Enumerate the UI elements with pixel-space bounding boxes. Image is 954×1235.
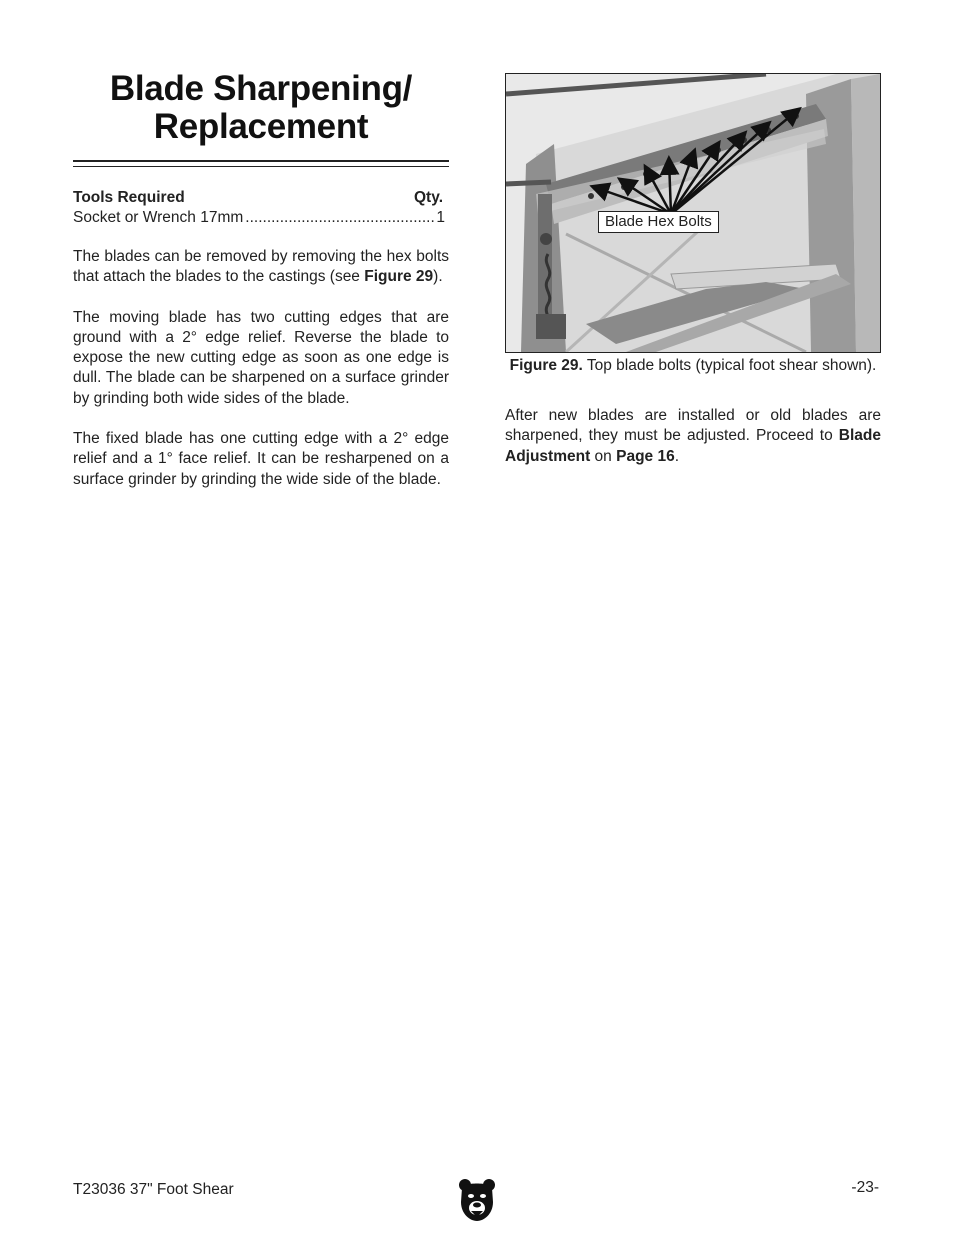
caption-text: Top blade bolts (typical foot shear shown). [582, 357, 877, 374]
figure-caption [505, 356, 881, 376]
footer-model: T23036 37" Foot Shear [73, 1181, 234, 1198]
caption-label: Figure 29. [509, 357, 583, 374]
paragraph-2: The moving blade has two cutting edges that are ground with a 2° edge relief. Reverse the blade to expose the new cutting edge as soon as one edge is dull. The blade can be sharpened on a surface grinder by grinding both wide sides of the blade. [73, 308, 449, 407]
tools-item [73, 209, 449, 227]
leader-dots [245, 209, 434, 227]
tools-header-qty: Qty. [414, 189, 443, 206]
paragraph-4-text: After new blades are installed or old blades are sharpened, they must be adjusted. Proceed to [505, 407, 881, 445]
paragraph-4 [505, 406, 881, 467]
bear-logo-icon [458, 1178, 496, 1222]
left-column [73, 70, 449, 490]
tools-header-label: Tools Required [73, 189, 185, 206]
paragraph-1 [73, 247, 449, 288]
tools-header [73, 189, 449, 207]
tools-item-qty: 1 [436, 209, 445, 226]
paragraph-3: The fixed blade has one cutting edge with a 2° edge relief and a 1° face relief. It can be resharpened on a surface grinder by grinding the wide side of the blade. [73, 430, 449, 488]
title-rule [73, 160, 449, 167]
title-line-1: Blade Sharpening/ [109, 69, 413, 108]
page-title [73, 70, 449, 146]
blade-adjustment-reference: Blade Adjustment [505, 427, 881, 465]
paragraph-4-end: . [674, 447, 680, 465]
paragraph-1-text: The blades can be removed by removing the hex bolts that attach the blades to the castings (see [73, 248, 449, 286]
right-column [505, 73, 881, 467]
title-line-2: Replacement [153, 107, 369, 146]
paragraph-4-mid: on [590, 447, 617, 465]
page-16-reference: Page 16 [616, 447, 675, 465]
paragraph-1-end: ). [433, 268, 443, 286]
figure-29-photo [505, 73, 881, 353]
blade-hex-bolts-callout: Blade Hex Bolts [598, 211, 719, 233]
figure-29-reference: Figure 29 [364, 268, 434, 286]
footer-page-number: -23- [851, 1179, 879, 1196]
tools-item-name: Socket or Wrench 17mm [73, 209, 244, 226]
